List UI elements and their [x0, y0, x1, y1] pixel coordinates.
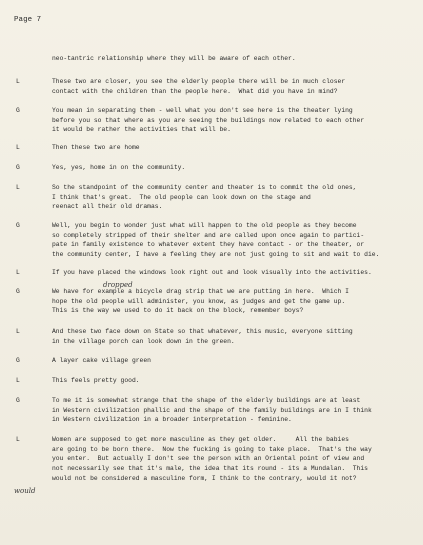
speaker-initial: L	[16, 269, 20, 276]
page-number: Page 7	[14, 16, 42, 24]
speaker-initial: L	[16, 184, 20, 191]
handwritten-annotation-dropped: dropped	[103, 281, 133, 289]
speech-line: And these two face down on State so that whatever, this music, everyone sitting	[52, 328, 353, 335]
speech-line: If you have placed the windows look right out and look visually into the activities.	[52, 269, 372, 276]
speech-text	[52, 106, 417, 135]
speech-text	[52, 221, 417, 260]
speech-line: So the standpoint of the community center and theater is to commit the old ones,	[52, 184, 357, 191]
speaker-initial: L	[16, 78, 20, 85]
speech-text	[52, 143, 417, 153]
speech-line: I think that's great. The old people can look down on the stage and	[52, 193, 311, 201]
speech-line: neo-tantric relationship where they will be aware of each other.	[52, 55, 296, 62]
speaker-initial: G	[16, 164, 20, 171]
speech-text	[52, 54, 417, 64]
speech-line: You mean in separating them - well what you don't see here is the theater lying	[52, 107, 353, 114]
speaker-initial: L	[16, 328, 20, 335]
speaker-initial: G	[16, 288, 20, 295]
speech-line: Then these two are home	[52, 144, 140, 151]
speaker-initial: L	[16, 144, 20, 151]
speaker-initial: G	[16, 397, 20, 404]
speech-line: This is the way we used to do it back on the block, remember boys?	[52, 307, 304, 315]
speaker-initial: L	[16, 377, 20, 384]
speech-line: Well, you begin to wonder just what will happen to the old people as they become	[52, 222, 357, 229]
speech-line: These two are closer, you see the elderly people there will be in much closer	[52, 78, 346, 85]
speech-text	[52, 356, 417, 366]
speech-text	[52, 376, 417, 386]
speech-line: pate in family existence to whatever extent they have contact - or the theater, or	[52, 241, 365, 249]
speech-line: hope the old people will administer, you know, as judges and get the game up.	[52, 297, 346, 305]
speech-line: reenact all their old dramas.	[52, 203, 163, 211]
speech-line: not necessarily see that it's male, the idea that its round - its a Mundalan. This	[52, 465, 368, 473]
speech-line: in the village porch can look down in the green.	[52, 337, 235, 345]
speech-line: This feels pretty good.	[52, 377, 140, 384]
speech-text	[52, 287, 417, 316]
speaker-initial: L	[16, 436, 20, 443]
speech-text	[52, 268, 417, 278]
speech-line: you enter. But actually I don't see the person with an Oriental point of view and	[52, 455, 365, 463]
handwritten-annotation-would: would	[14, 487, 36, 495]
speech-line: so completely stripped of their shelter and are called upon once again to partici-	[52, 231, 365, 239]
speech-line: Yes, yes, home in on the community.	[52, 164, 186, 171]
speech-text	[52, 327, 417, 346]
speech-line: are going to be born there. Now the fucking is going to take place. That's the way	[52, 445, 372, 453]
speech-text	[52, 396, 417, 425]
speech-line: contact with the children than the people here. What did you have in mind?	[52, 87, 338, 95]
speech-text	[52, 183, 417, 212]
speech-line: the community center, I have a feeling they are not just going to sit and wait to die.	[52, 251, 380, 259]
speaker-initial: G	[16, 107, 20, 114]
speech-text	[52, 77, 417, 96]
speech-text	[52, 163, 417, 173]
speech-line: We have for example a bicycle drag strip that we are putting in here. Which I	[52, 288, 349, 295]
speech-line: in Western civilization phallic and the shape of the family buildings are in I think	[52, 406, 372, 414]
speech-line: would not be considered a masculine form, I think to the contrary, would it not?	[52, 474, 357, 482]
speech-line: it would be rather the activities that will be.	[52, 126, 231, 134]
speech-line: Women are supposed to get more masculine as they get older. All the babies	[52, 436, 349, 443]
speaker-initial: G	[16, 222, 20, 229]
speech-line: A layer cake village green	[52, 357, 151, 364]
speech-line: in Western civilization in a broader interpretation - feminine.	[52, 416, 292, 424]
speech-line: To me it is somewhat strange that the shape of the elderly buildings are at least	[52, 397, 361, 404]
speech-line: before you so that where as you are seeing the buildings now related to each other	[52, 116, 365, 124]
speech-text	[52, 435, 417, 484]
speaker-initial: G	[16, 357, 20, 364]
